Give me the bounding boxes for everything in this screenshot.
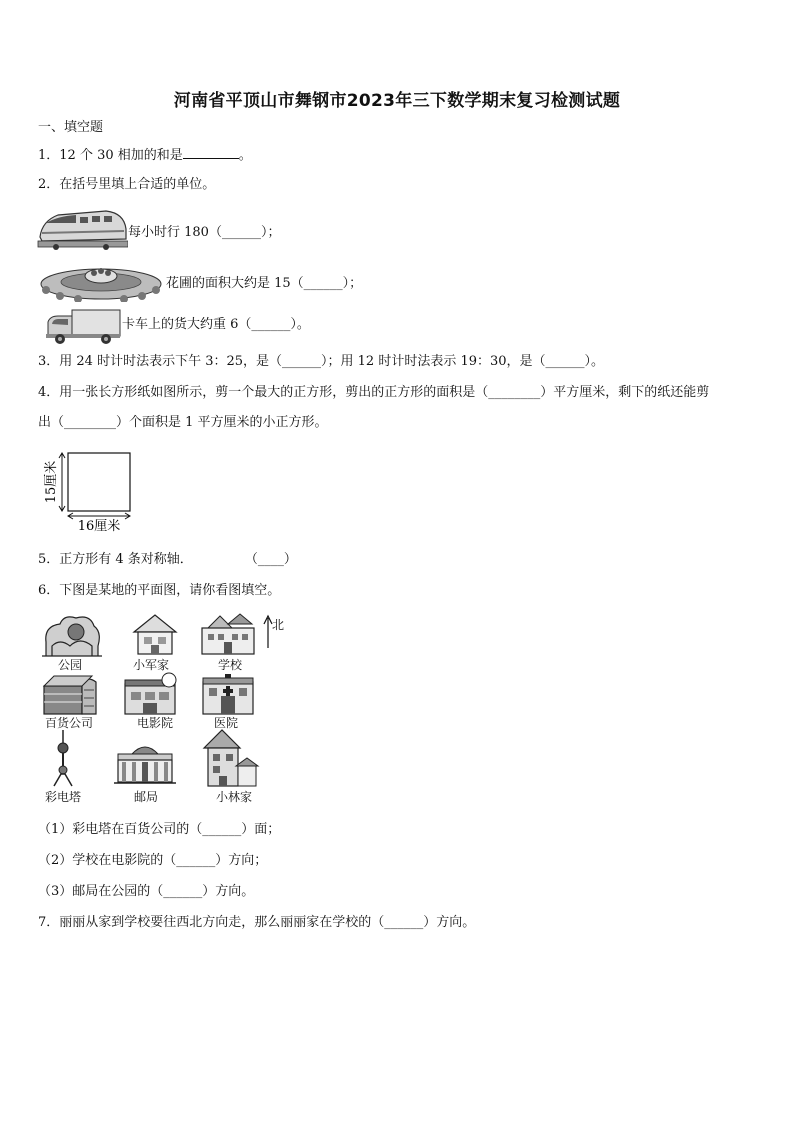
question-4-line1: 4．用一张长方形纸如图所示，剪一个最大的正方形，剪出的正方形的面积是（________）平方厘米，剩下的纸还能剪 (38, 385, 710, 400)
question-7: 7．丽丽从家到学校要往西北方向走，那么丽丽家在学校的（______）方向。 (38, 915, 476, 930)
question-6-stem: 6．下图是某地的平面图，请你看图填空。 (38, 583, 281, 598)
question-5-text: 5．正方形有 4 条对称轴． (38, 552, 193, 567)
house-icon (130, 612, 180, 658)
paper-rectangle (68, 453, 130, 511)
hospital-icon (199, 672, 257, 716)
truck-image (44, 306, 122, 346)
tv-tower-icon (48, 728, 78, 788)
truck-question: 卡车上的货大约重 6（______）。 (122, 317, 310, 332)
place-label-tv-tower: 彩电塔 (45, 790, 82, 804)
question-1-text: 1．12 个 30 相加的和是 (38, 148, 183, 163)
cinema-icon (121, 672, 181, 716)
section-heading: 一、填空题 (38, 120, 104, 135)
xiaolin-home-icon (200, 726, 260, 788)
page-title: 河南省平顶山市舞钢市2023年三下数学期末复习检测试题 (173, 91, 621, 111)
question-6-sub1: （1）彩电塔在百货公司的（______）面； (38, 822, 281, 837)
question-1 (38, 146, 252, 165)
place-label-xiaolin-home: 小林家 (216, 790, 253, 804)
question-5-answer[interactable]: （____） (244, 552, 297, 567)
garden-question: 花圃的面积大约是 15（______）； (166, 276, 363, 291)
height-label: 15厘米 (44, 460, 59, 504)
place-label-school: 学校 (218, 658, 243, 672)
place-label-cinema: 电影院 (137, 716, 174, 730)
question-6-sub3: （3）邮局在公园的（______）方向。 (38, 884, 255, 899)
place-label-xiaojun-home: 小军家 (133, 658, 170, 672)
question-4-line2: 出（________）个面积是 1 平方厘米的小正方形。 (38, 415, 328, 430)
train-image (36, 207, 128, 253)
garden-image (38, 262, 164, 302)
question-1-end: 。 (238, 148, 252, 163)
place-label-hospital: 医院 (214, 716, 239, 730)
question-5 (38, 551, 297, 569)
place-label-department-store: 百货公司 (45, 716, 94, 730)
question-2-stem: 2．在括号里填上合适的单位。 (38, 177, 216, 192)
rectangle-figure (38, 450, 134, 536)
train-question: 每小时行 180（______）； (128, 225, 281, 240)
question-6-sub2: （2）学校在电影院的（______）方向； (38, 853, 268, 868)
width-label: 16厘米 (77, 519, 121, 534)
department-store-icon (40, 672, 98, 716)
school-icon (198, 610, 258, 658)
question-3: 3．用 24 时计时法表示下午 3：25，是（______）；用 12 时计时法表示 19：30，是（______）。 (38, 354, 605, 369)
answer-blank[interactable] (183, 146, 239, 159)
park-icon (40, 612, 104, 658)
place-label-park: 公园 (58, 658, 83, 672)
place-label-post-office: 邮局 (134, 790, 159, 804)
north-label: 北 (272, 618, 285, 632)
post-office-icon (112, 740, 178, 786)
